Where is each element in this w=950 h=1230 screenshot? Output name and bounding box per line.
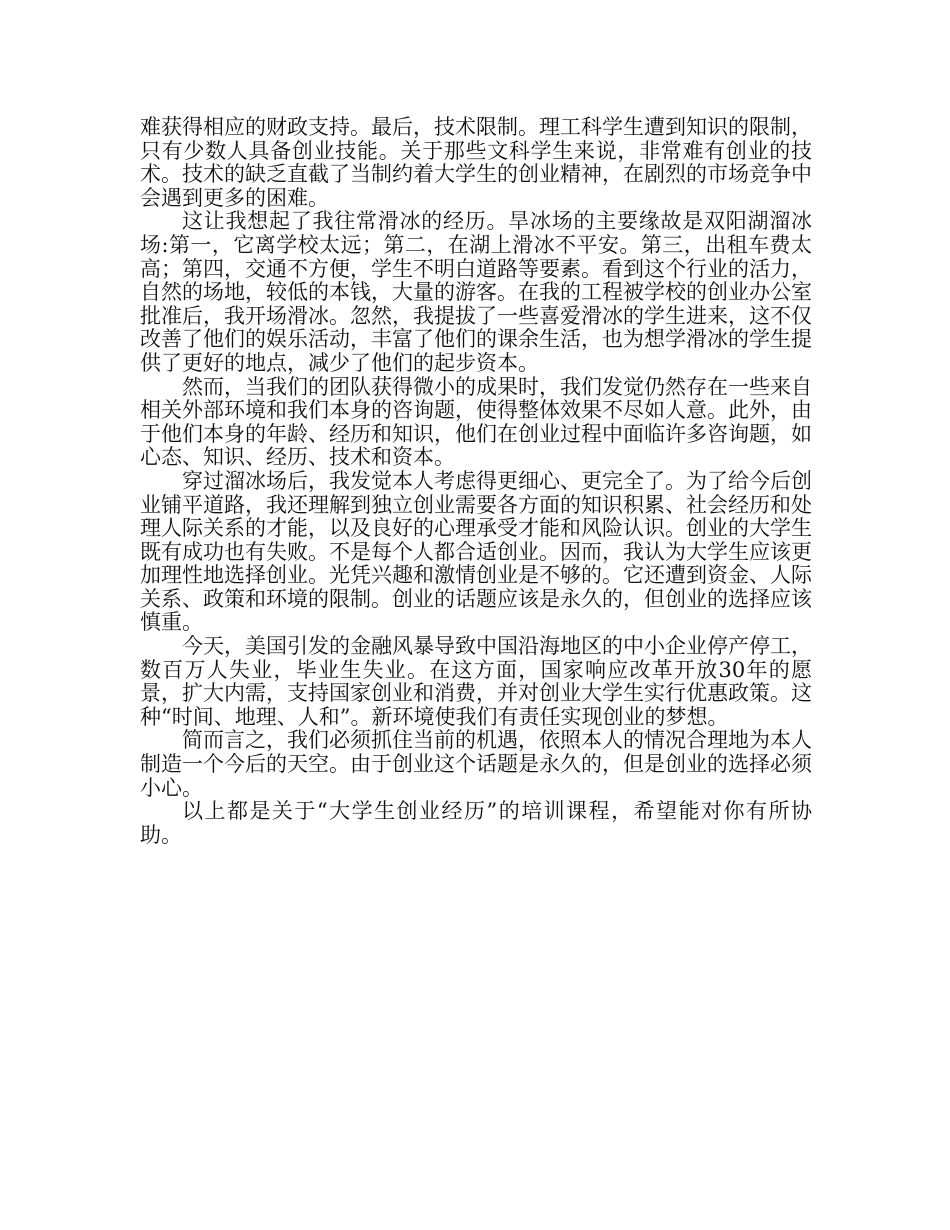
paragraph-financial-crisis: 今天，美国引发的金融风暴导致中国沿海地区的中小企业停产停工，数百万人失业，毕业生失业。在这方面，国家响应改革开放30年的愿景，扩大内需，支持国家创业和消费，并对创业大学生实行优惠政策。这种“时间、地理、人和”。新环境使我们有责任实现创业的梦想。 [140, 634, 812, 729]
document-body [140, 116, 812, 847]
paragraph-summary: 简而言之，我们必须抓住当前的机遇，依照本人的情况合理地为本人制造一个今后的天空。由于创业这个话题是永久的，但是创业的选择必须小心。 [140, 728, 812, 800]
paragraph-reflection: 穿过溜冰场后，我发觉本人考虑得更细心、更完全了。为了给今后创业铺平道路，我还理解到独立创业需要各方面的知识积累、社会经历和处理人际关系的才能，以及良好的心理承受才能和风险认识。创业的大学生既有成功也有失败。不是每个人都合适创业。因而，我认为大学生应该更加理性地选择创业。光凭兴趣和激情创业是不够的。它还遭到资金、人际关系、政策和环境的限制。创业的话题应该是永久的，但创业的选择应该慎重。 [140, 468, 812, 635]
paragraph-closing: 以上都是关于“大学生创业经历”的培训课程，希望能对你有所协助。 [140, 799, 812, 847]
paragraph-continued: 难获得相应的财政支持。最后，技术限制。理工科学生遭到知识的限制，只有少数人具备创业技能。关于那些文科学生来说，非常难有创业的技术。技术的缺乏直截了当制约着大学生的创业精神，在剧烈的市场竞争中会遇到更多的困难。 [140, 115, 812, 210]
paragraph-skating-experience: 这让我想起了我往常滑冰的经历。旱冰场的主要缘故是双阳湖溜冰场:第一，它离学校太远；第二，在湖上滑冰不平安。第三，出租车费太高；第四，交通不方便，学生不明白道路等要素。看到这个行业的活力，自然的场地，较低的本钱，大量的游客。在我的工程被学校的创业办公室批准后，我开场滑冰。忽然，我提拔了一些喜爱滑冰的学生进来，这不仅改善了他们的娱乐活动，丰富了他们的课余生活，也为想学滑冰的学生提供了更好的地点，减少了他们的起步资本。 [140, 209, 812, 375]
paragraph-team-issues: 然而，当我们的团队获得微小的成果时，我们发觉仍然存在一些来自相关外部环境和我们本身的咨询题，使得整体效果不尽如人意。此外，由于他们本身的年龄、经历和知识，他们在创业过程中面临许多咨询题，如心态、知识、经历、技术和资本。 [140, 374, 812, 470]
